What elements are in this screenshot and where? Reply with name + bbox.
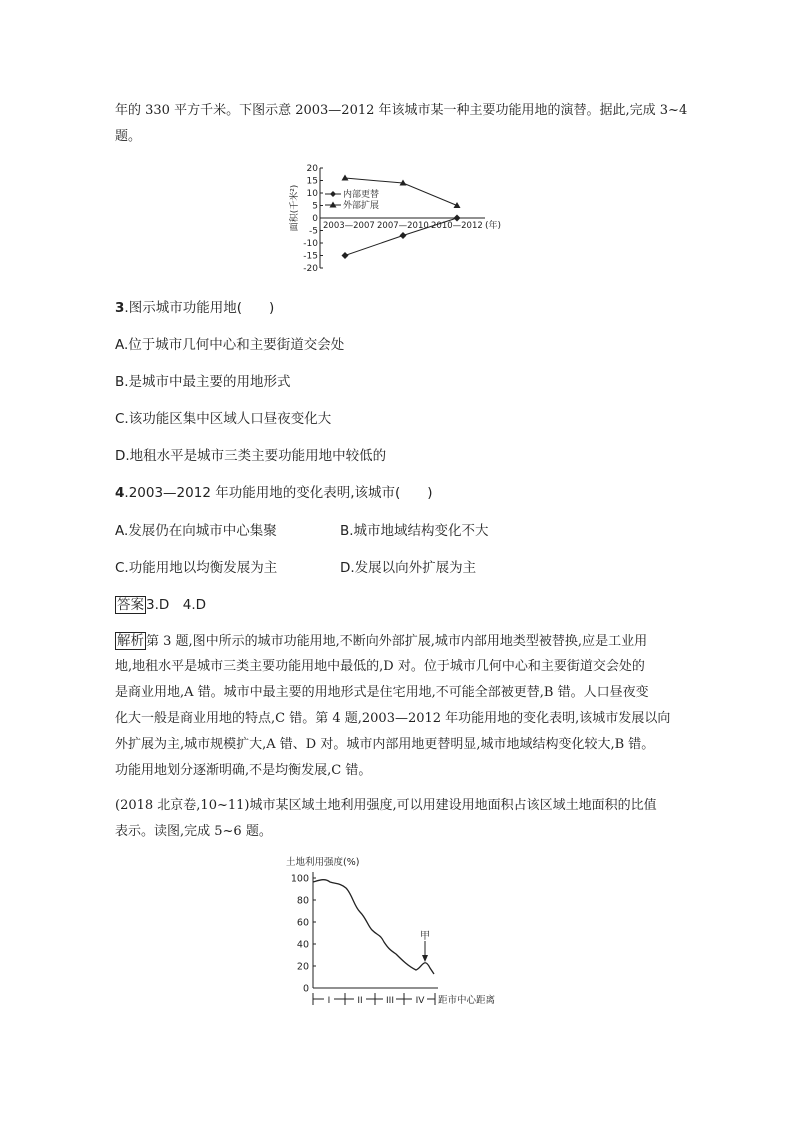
legend-series-1: 内部更替: [343, 190, 380, 200]
y-tick-label: 0: [312, 214, 318, 224]
question-4-number: 4: [115, 485, 125, 501]
analysis-line-1: [115, 628, 647, 655]
zone-label-1: I: [327, 996, 331, 1006]
chart2-y-label: 土地利用强度(%): [286, 857, 360, 868]
zone-label-4: IV: [415, 996, 425, 1006]
data-point-diamond: [342, 252, 349, 259]
jia-label: 甲: [420, 931, 430, 942]
answer-row: [115, 592, 206, 618]
area-change-chart: [285, 160, 515, 278]
y-tick-label: 5: [312, 201, 318, 212]
chart2-y-tick-label: 80: [296, 895, 309, 907]
analysis-line-4: 化大一般是商业用地的特点,C 错。第 4 题,2003—2012 年功能用地的变化表明,该城市发展以向: [115, 711, 671, 726]
chart2-y-tick-label: 20: [296, 961, 309, 973]
question-3-option-b: B.是城市中最主要的用地形式: [115, 374, 291, 390]
chart2-x-label: 距市中心距离: [438, 995, 496, 1006]
data-point-diamond: [400, 232, 407, 239]
chart2-y-tick-label: 0: [302, 983, 309, 995]
analysis-label: 解析: [117, 633, 144, 649]
question-4-option-c: C.功能用地以均衡发展为主: [115, 560, 278, 576]
answer-text: 3.D 4.D: [146, 597, 207, 613]
intro2-line-1: (2018 北京卷,10~11)城市某区域土地利用强度,可以用建设用地面积占该区域土地面积的比值: [115, 798, 657, 813]
chart2-y-tick-label: 40: [296, 939, 309, 951]
x-category-label: 2003—2007: [323, 221, 375, 231]
legend-series-2: 外部扩展: [343, 201, 380, 211]
x-unit: (年): [485, 221, 502, 231]
intro-line-2: 题。: [115, 129, 142, 144]
y-axis-label: 面积(千米²): [290, 184, 300, 232]
analysis-text-1: 第 3 题,图中所示的城市功能用地,不断向外部扩展,城市内部用地类型被替换,应是工业用: [146, 634, 648, 649]
y-tick-label: -20: [303, 264, 318, 274]
y-tick-label: 15: [306, 176, 318, 187]
question-3-option-d: D.地租水平是城市三类主要功能用地中较低的: [115, 448, 387, 464]
chart2-y-tick-label: 60: [296, 917, 309, 929]
question-3-text: .图示城市功能用地( ): [124, 300, 275, 316]
x-axis-labels: [323, 221, 483, 231]
series-group: [342, 175, 461, 260]
land-use-intensity-chart: [280, 850, 520, 1010]
analysis-line-3: 是商业用地,A 错。城市中最主要的用地形式是住宅用地,不可能全部被更替,B 错。人口昼夜变: [115, 685, 649, 700]
data-point-triangle: [342, 175, 349, 181]
chart2-y-ticks: [291, 874, 316, 995]
legend-diamond-marker: [330, 191, 336, 197]
answer-label: 答案: [117, 597, 144, 613]
question-4-option-a: A.发展仍在向城市中心集聚: [115, 523, 277, 539]
analysis-line-5: 外扩展为主,城市规模扩大,A 错、D 对。城市内部用地更替明显,城市地域结构变化较大,B 错。: [115, 737, 655, 752]
x-category-label: 2010—2012: [431, 221, 483, 231]
jia-arrow-head: [422, 955, 428, 962]
chart2-y-tick-label: 100: [290, 873, 309, 885]
x-category-label: 2007—2010: [377, 221, 429, 231]
analysis-line-6: 功能用地划分逐渐明确,不是均衡发展,C 错。: [115, 763, 372, 778]
y-tick-label: -15: [303, 251, 318, 262]
intro-line-1: 年的 330 平方千米。下图示意 2003—2012 年该城市某一种主要功能用地的演替。据此,完成 3~4: [115, 103, 688, 118]
y-tick-label: -5: [309, 226, 318, 237]
question-4-text: .2003—2012 年功能用地的变化表明,该城市( ): [124, 485, 433, 501]
zone-label-3: III: [386, 996, 394, 1006]
y-tick-label: -10: [303, 239, 318, 249]
question-3-stem: [115, 295, 274, 321]
intensity-curve: [313, 880, 434, 974]
question-4-option-d: D.发展以向外扩展为主: [340, 560, 477, 576]
question-3-option-a: A.位于城市几何中心和主要街道交会处: [115, 337, 345, 353]
intro2-line-2: 表示。读图,完成 5~6 题。: [115, 824, 272, 839]
zone-label-2: II: [357, 996, 363, 1006]
analysis-line-2: 地,地租水平是城市三类主要功能用地中最低的,D 对。位于城市几何中心和主要街道交会处的: [115, 659, 645, 674]
question-4-option-b: B.城市地域结构变化不大: [340, 523, 489, 539]
question-3-option-c: C.该功能区集中区域人口昼夜变化大: [115, 411, 332, 427]
question-3-number: 3: [115, 300, 125, 316]
y-tick-label: 10: [306, 189, 318, 199]
y-tick-label: 20: [306, 164, 318, 174]
question-4-stem: [115, 480, 433, 506]
legend: [325, 188, 379, 211]
